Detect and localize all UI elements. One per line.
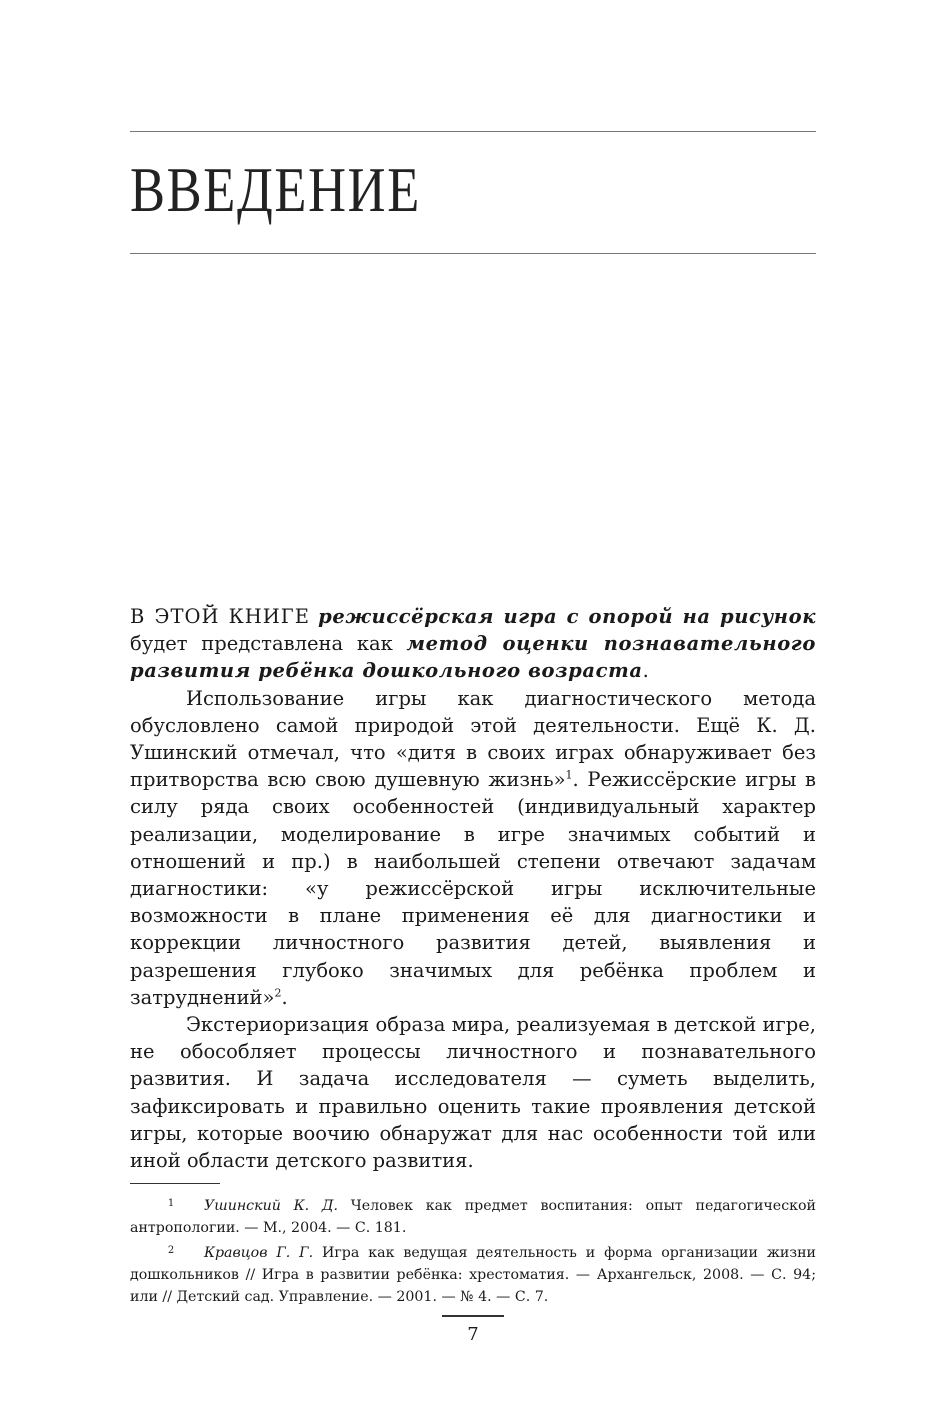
page-number-rule [442, 1315, 504, 1317]
main-text [130, 603, 816, 1174]
paragraph-1 [130, 603, 816, 685]
footnote-text: Игра как ведущая деятельность и форма организации жизни дошкольников // Игра в развитии ребёнка: хрестоматия. — Архангельск, 2008. — С. 94; или // Детский сад. Управление. — 2001. — № 4. — С. 7. [130, 1245, 816, 1305]
footnote-1 [130, 1195, 816, 1239]
title-rule-bottom [130, 253, 816, 254]
footnote-number: 2 [167, 1245, 175, 1256]
paragraph-2-text-a: Использование игры как диагностического метода обусловлено самой природой этой деятельности. Ещё К. Д. Ушинский отмечал, что «дитя в своих играх обнаруживает без притворства всю свою душевную жизнь» [130, 686, 816, 792]
chapter-title: ВВЕДЕНИЕ [130, 154, 421, 225]
footnote-ref-2[interactable]: 2 [274, 986, 282, 1000]
paragraph-2 [130, 685, 816, 1011]
paragraph-2-end: . [281, 985, 288, 1009]
emphasis-directors-play: режиссёрская игра с опорой на рисунок [318, 605, 816, 628]
footnote-text: Человек как предмет воспитания: опыт педагогической антропологии. — М., 2004. — С. 181. [130, 1198, 817, 1236]
footnote-number: 1 [167, 1198, 175, 1209]
paragraph-1-text: будет представлена как [130, 632, 407, 656]
paragraph-3: Экстериоризация образа мира, реализуемая в детской игре, не обособляет процессы личностного и познавательного развития. И задача исследователя — суметь выделить, зафиксировать и правильно оценить такие проявления детской игры, которые воочию обнаружат для нас особенности той или иной области детского развития. [130, 1013, 816, 1173]
footnote-author: Кравцов Г. Г. [204, 1245, 314, 1261]
footnote-author: Ушинский К. Д. [204, 1198, 338, 1214]
paragraph-2-text-b: . Режиссёрские игры в силу ряда своих особенностей (индивидуальный характер реализации, моделирование в игре значимых событий и отношений и пр.) в наибольшей степени отвечают задачам диагностики: «у режиссёрской игры исключительные возможности в плане применения её для диагностики и коррекции личностного развития детей, выявления и разрешения глубоко значимых для ребёнка проблем и затруднений» [130, 768, 816, 1009]
lead-in-caps: В ЭТОЙ КНИГЕ [130, 605, 310, 628]
footnote-2 [130, 1242, 816, 1308]
page-number: 7 [467, 1324, 479, 1345]
title-rule-top [130, 131, 816, 132]
footnote-ref-1[interactable]: 1 [565, 768, 573, 782]
paragraph-1-end: . [642, 659, 649, 683]
emphasis-assessment-method: метод оценки познавательного развития ребёнка дошкольного возраста [130, 632, 816, 683]
footnotes [130, 1195, 816, 1311]
footnote-separator [130, 1183, 220, 1184]
